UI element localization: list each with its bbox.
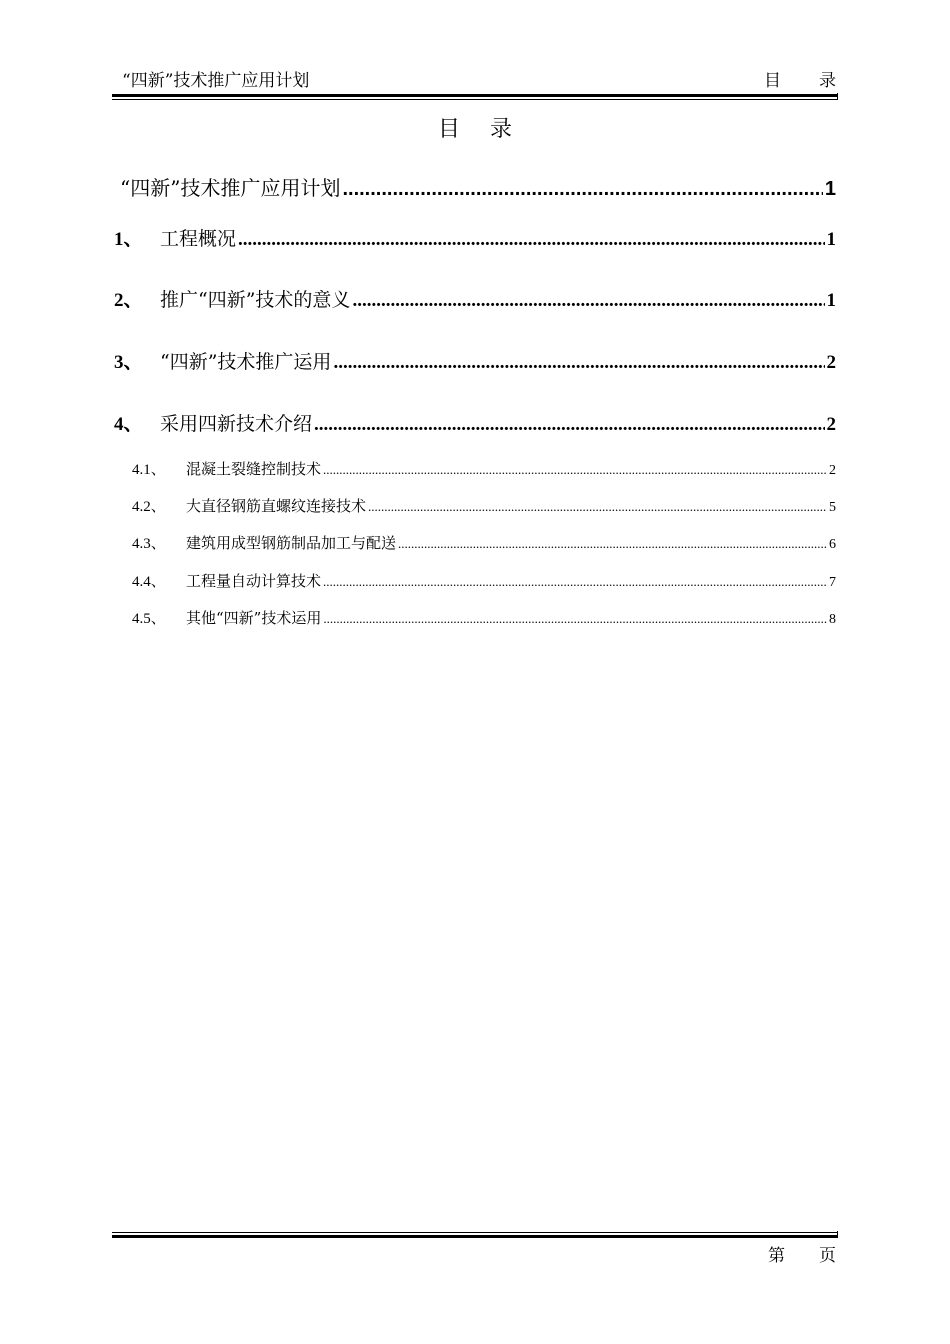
toc-entry-label: 建筑用成型钢筋制品加工与配送 [186, 534, 397, 552]
toc-entry-number: 4.3、 [132, 536, 166, 552]
toc-title: 目录 [437, 117, 542, 142]
toc-entry-page: 5 [829, 500, 836, 515]
toc-entry-subsection-4-5[interactable] [132, 607, 836, 628]
toc-entry-main[interactable] [114, 172, 836, 201]
toc-entry-number: 4.2、 [132, 499, 166, 515]
toc-leader-dots [398, 536, 827, 552]
footer-page-label: 第页 [768, 1246, 870, 1266]
toc-entry-label: “四新”技术推广应用计划 [120, 176, 341, 200]
toc-entry-page: 1 [826, 229, 836, 250]
toc-leader-dots [323, 462, 827, 478]
toc-leader-dots [323, 611, 827, 627]
toc-entry-number: 4.1、 [132, 462, 166, 478]
toc-leader-dots [314, 414, 824, 436]
header-doc-title: “四新”技术推广应用计划 [122, 71, 310, 91]
toc-entry-page: 1 [826, 290, 836, 311]
toc-entry-page: 2 [826, 414, 836, 435]
toc-entry-section-4[interactable] [114, 409, 836, 436]
toc-entry-subsection-4-2[interactable] [132, 495, 836, 516]
toc-entry-section-2[interactable] [114, 285, 836, 312]
toc-entry-subsection-4-1[interactable] [132, 458, 836, 479]
toc-entry-page: 6 [829, 537, 836, 552]
toc-entry-label: 工程量自动计算技术 [186, 572, 322, 590]
toc-entry-label: 大直径钢筋直螺纹连接技术 [186, 497, 367, 515]
toc-entry-label: 推广“四新”技术的意义 [160, 289, 351, 311]
toc-entry-page: 2 [826, 352, 836, 373]
toc-entry-label: “四新”技术推广运用 [160, 351, 332, 373]
toc-entry-page: 8 [829, 612, 836, 627]
header-section-label: 目录 [764, 71, 874, 91]
toc-leader-dots [352, 290, 824, 312]
toc-entry-section-3[interactable] [114, 347, 836, 374]
toc-entry-page: 1 [824, 178, 836, 200]
toc-entry-label: 工程概况 [160, 228, 237, 250]
toc-entry-label: 混凝土裂缝控制技术 [186, 460, 322, 478]
toc-entry-page: 7 [829, 575, 836, 590]
toc-entry-number: 1、 [114, 229, 143, 250]
toc-leader-dots [238, 229, 824, 251]
page-header [112, 66, 874, 91]
footer-rule-tick [837, 1231, 838, 1238]
toc-entry-number: 2、 [114, 290, 143, 311]
toc-entry-number: 4.5、 [132, 611, 166, 627]
toc-entry-page: 2 [829, 463, 836, 478]
toc-entry-section-1[interactable] [114, 224, 836, 251]
toc-entry-number: 4、 [114, 414, 143, 435]
toc-entry-number: 3、 [114, 352, 143, 373]
toc-leader-dots [342, 178, 822, 201]
toc-entry-number: 4.4、 [132, 574, 166, 590]
toc-entry-subsection-4-4[interactable] [132, 570, 836, 591]
header-rule-thick [112, 94, 838, 97]
toc-leader-dots [333, 352, 824, 374]
header-rule-tick [837, 93, 838, 100]
toc-entry-label: 采用四新技术介绍 [160, 413, 313, 435]
toc-leader-dots [323, 574, 827, 590]
toc-entry-subsection-4-3[interactable] [132, 532, 836, 553]
toc-entry-label: 其他“四新”技术运用 [186, 609, 322, 627]
footer-rule-thick [112, 1235, 838, 1238]
header-rule-thin [112, 99, 838, 100]
toc-leader-dots [368, 499, 827, 515]
footer-rule-thin [112, 1232, 838, 1233]
